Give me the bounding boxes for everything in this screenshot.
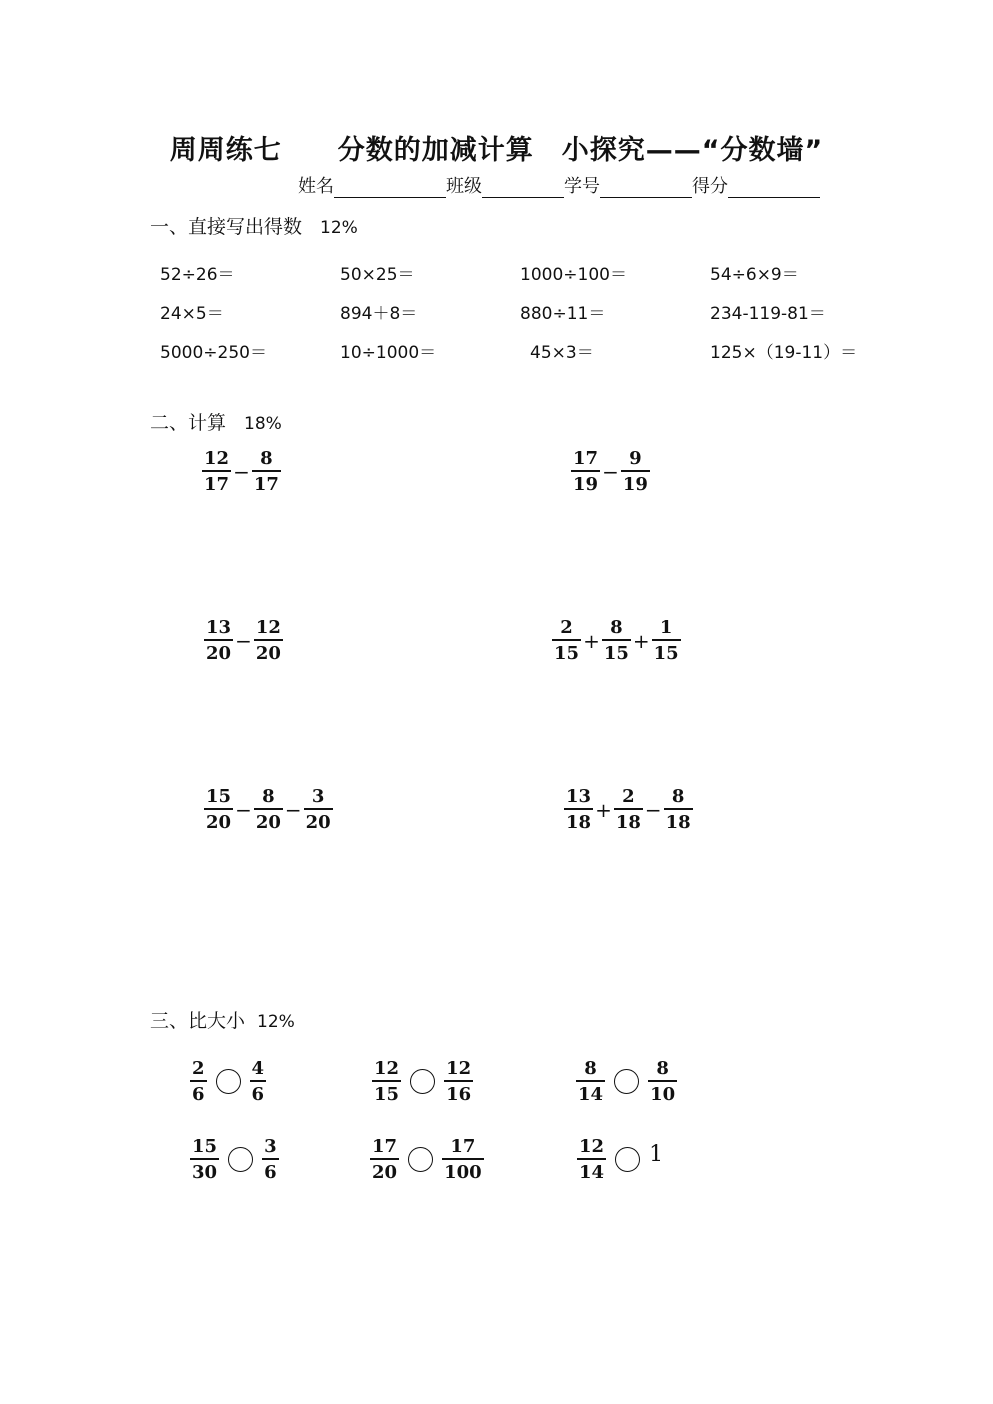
oral-problem: 125×（19-11）＝ [710,343,858,363]
denominator: 17 [253,473,279,495]
compare-circle[interactable] [228,1147,253,1172]
fraction [621,450,650,494]
score-blank[interactable] [728,177,820,198]
fraction-expression [571,450,650,494]
denominator: 18 [566,811,592,833]
fraction-expression [564,788,693,832]
operator: − [284,797,302,822]
denominator: 14 [579,1161,605,1183]
fraction [571,450,600,494]
numerator: 9 [629,448,642,469]
compare-item [576,1060,677,1104]
operator: − [602,459,619,484]
score-label: 得分 [692,176,728,197]
numerator: 3 [264,1136,277,1157]
section-2-title: 二、计算 [150,412,227,434]
fraction-expression [552,619,681,663]
compare-item [577,1138,663,1182]
oral-problem: 5000÷250＝ [160,343,267,363]
operator: + [632,628,650,653]
denominator: 14 [578,1083,604,1105]
numerator: 17 [573,448,599,469]
oral-problem: 10÷1000＝ [340,343,437,363]
fraction [552,619,581,663]
fraction [577,1138,606,1182]
operator: − [233,459,250,484]
oral-problem: 50×25＝ [340,265,415,285]
fraction [370,1138,399,1182]
fraction [252,450,281,494]
denominator: 15 [653,642,679,664]
operator: + [595,797,612,822]
denominator: 17 [204,473,230,495]
fraction-expression [204,788,333,832]
denominator: 18 [615,811,641,833]
fraction [564,788,593,832]
operator: + [583,628,600,653]
denominator: 20 [206,642,232,664]
compare-item [190,1138,279,1182]
fraction-expression [202,450,281,494]
fraction [254,788,283,832]
fraction [250,1060,267,1104]
fraction [262,1138,279,1182]
compare-item [370,1138,484,1182]
denominator: 19 [573,473,599,495]
number-label: 学号 [564,176,600,197]
denominator: 30 [192,1161,218,1183]
fraction [204,788,233,832]
class-blank[interactable] [482,177,564,198]
compare-circle[interactable] [410,1069,435,1094]
oral-problem: 54÷6×9＝ [710,265,799,285]
oral-problem: 1000÷100＝ [520,265,627,285]
section-1-title: 一、直接写出得数 [150,216,303,238]
fraction [648,1060,677,1104]
numerator: 12 [255,617,281,638]
number-blank[interactable] [600,177,692,198]
compare-item [190,1060,266,1104]
denominator: 15 [554,642,580,664]
denominator: 20 [255,642,281,664]
compare-circle[interactable] [216,1069,241,1094]
fraction-expression [204,619,283,663]
compare-circle[interactable] [615,1147,640,1172]
numerator: 12 [204,448,230,469]
oral-problem: 234-119-81＝ [710,304,826,324]
worksheet-title: 周周练七 分数的加减计算 小探究——“分数墙” [169,135,824,166]
fraction [652,619,681,663]
fraction [190,1060,207,1104]
numerator: 8 [584,1058,597,1079]
numerator: 17 [372,1136,398,1157]
name-blank[interactable] [334,177,446,198]
section-3-heading [150,1006,295,1033]
section-2-heading [150,408,282,435]
oral-problem: 45×3＝ [530,343,594,363]
fraction [576,1060,605,1104]
name-label: 姓名 [298,176,334,197]
compare-circle[interactable] [408,1147,433,1172]
oral-problem: 894＋8＝ [340,304,418,324]
section-1-percent: 12% [320,218,358,238]
denominator: 20 [372,1161,398,1183]
oral-problem: 880÷11＝ [520,304,606,324]
numerator: 8 [610,617,623,638]
numerator: 12 [374,1058,400,1079]
numerator: 8 [671,786,685,807]
denominator: 15 [374,1083,400,1105]
oral-problem: 24×5＝ [160,304,224,324]
denominator: 100 [444,1161,482,1183]
operator: − [235,797,252,822]
class-label: 班级 [446,176,482,197]
denominator: 20 [255,811,281,833]
numerator: 13 [206,617,232,638]
fraction [254,619,283,663]
whole-number: 1 [649,1142,664,1168]
denominator: 10 [650,1083,676,1105]
denominator: 20 [206,811,232,833]
denominator: 20 [305,811,331,833]
denominator: 6 [251,1083,265,1105]
denominator: 18 [665,811,691,833]
fraction [664,788,693,832]
fraction [442,1138,484,1182]
numerator: 15 [206,786,232,807]
numerator: 12 [579,1136,605,1157]
denominator: 19 [622,473,648,495]
operator: − [644,797,662,822]
fraction [602,619,631,663]
numerator: 1 [659,617,673,638]
compare-circle[interactable] [614,1069,639,1094]
numerator: 15 [192,1136,218,1157]
section-1-heading [150,212,358,239]
fraction [372,1060,401,1104]
numerator: 2 [560,617,573,638]
numerator: 8 [260,448,273,469]
fraction [614,788,643,832]
numerator: 2 [622,786,635,807]
section-3-title: 三、比大小 [150,1010,246,1032]
compare-item [372,1060,473,1104]
fraction [204,619,233,663]
numerator: 2 [192,1058,205,1079]
section-3-percent: 12% [257,1012,295,1032]
denominator: 16 [446,1083,472,1105]
numerator: 17 [450,1136,476,1157]
numerator: 13 [566,786,592,807]
section-2-percent: 18% [244,414,282,434]
oral-problem: 52÷26＝ [160,265,235,285]
numerator: 12 [446,1058,472,1079]
fraction [444,1060,473,1104]
numerator: 8 [262,786,275,807]
denominator: 6 [192,1083,205,1105]
fraction [304,788,333,832]
denominator: 6 [264,1161,277,1183]
operator: − [235,628,252,653]
denominator: 15 [603,642,629,664]
fraction [202,450,231,494]
numerator: 3 [311,786,325,807]
numerator: 4 [251,1058,265,1079]
student-info-row [298,172,820,198]
numerator: 8 [656,1058,669,1079]
fraction [190,1138,219,1182]
